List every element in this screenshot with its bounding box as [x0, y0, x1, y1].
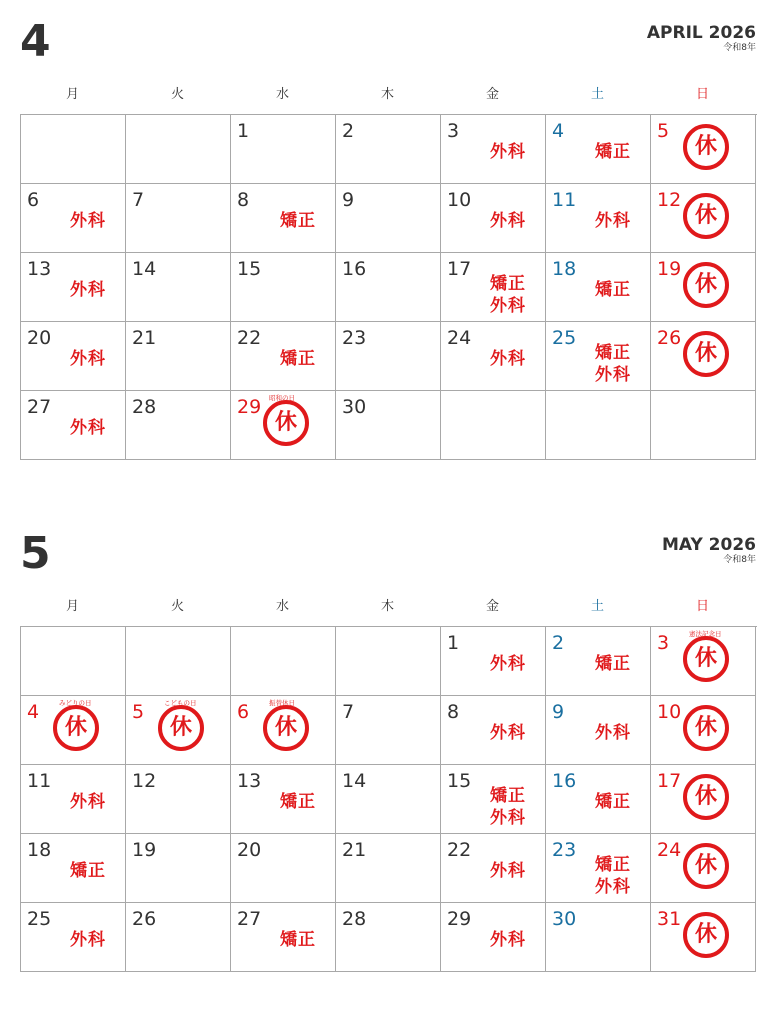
- orthodontics-label: 矯正: [595, 142, 631, 162]
- day-number: 1: [237, 120, 250, 142]
- orthodontics-label: 矯正: [280, 792, 316, 812]
- day-cell: [21, 696, 126, 765]
- day-cell: [231, 253, 336, 322]
- closed-mark: 休: [53, 705, 99, 751]
- surgery-label: 外科: [595, 365, 631, 385]
- surgery-label: 外科: [595, 723, 631, 743]
- surgery-label: 外科: [595, 877, 631, 897]
- clinic-schedule: [471, 722, 545, 744]
- surgery-label: 外科: [490, 296, 526, 316]
- weekday-sun: 日: [695, 599, 709, 614]
- surgery-label: 外科: [70, 349, 106, 369]
- weekday-header: [20, 76, 756, 114]
- day-cell: [336, 184, 441, 253]
- empty-cell: [21, 627, 126, 696]
- surgery-label: 外科: [490, 654, 526, 674]
- closed-mark: 休: [683, 193, 729, 239]
- day-cell: [651, 834, 756, 903]
- day-number: 11: [552, 189, 577, 211]
- day-number: 13: [237, 770, 262, 792]
- day-cell: [231, 765, 336, 834]
- weekday-wed: 水: [275, 599, 289, 614]
- day-cell: [231, 391, 336, 460]
- surgery-label: 外科: [70, 280, 106, 300]
- day-cell: [441, 834, 546, 903]
- day-number: 23: [342, 327, 367, 349]
- clinic-schedule: [471, 653, 545, 675]
- day-cell: [546, 184, 651, 253]
- day-number: 5: [657, 120, 670, 142]
- calendar-grid: [20, 114, 757, 460]
- closed-mark: 休: [683, 705, 729, 751]
- weekday-mon: 月: [65, 87, 79, 102]
- clinic-schedule: [51, 417, 125, 439]
- clinic-schedule: [471, 273, 545, 317]
- closed-mark: 休: [683, 124, 729, 170]
- month-april: [0, 16, 772, 450]
- day-cell: [336, 322, 441, 391]
- day-number: 28: [342, 908, 367, 930]
- surgery-label: 外科: [70, 930, 106, 950]
- day-number: 7: [132, 189, 145, 211]
- clinic-schedule: [51, 210, 125, 232]
- day-number: 4: [27, 701, 40, 723]
- clinic-schedule: [51, 929, 125, 951]
- day-number: 25: [552, 327, 577, 349]
- day-number: 28: [132, 396, 157, 418]
- day-cell: [231, 903, 336, 972]
- day-cell: [126, 253, 231, 322]
- day-number: 6: [237, 701, 250, 723]
- era-label: 令和8年: [723, 555, 756, 565]
- day-cell: [126, 184, 231, 253]
- day-cell: [336, 115, 441, 184]
- month-name: APRIL 2026: [646, 23, 756, 43]
- closed-mark: 休: [683, 636, 729, 682]
- day-cell: [231, 115, 336, 184]
- day-cell: [651, 903, 756, 972]
- weekday-fri: 金: [485, 87, 499, 102]
- day-number: 2: [342, 120, 355, 142]
- clinic-schedule: [576, 279, 650, 301]
- day-cell: [441, 322, 546, 391]
- day-cell: [21, 903, 126, 972]
- clinic-schedule: [471, 785, 545, 829]
- day-cell: [126, 696, 231, 765]
- orthodontics-label: 矯正: [70, 861, 106, 881]
- orthodontics-label: 矯正: [280, 211, 316, 231]
- day-number: 17: [657, 770, 682, 792]
- weekday-tue: 火: [170, 599, 184, 614]
- day-number: 10: [657, 701, 682, 723]
- empty-cell: [126, 627, 231, 696]
- day-number: 22: [237, 327, 262, 349]
- day-number: 12: [657, 189, 682, 211]
- day-cell: [336, 765, 441, 834]
- closed-mark: 休: [263, 705, 309, 751]
- clinic-schedule: [51, 791, 125, 813]
- weekday-mon: 月: [65, 599, 79, 614]
- day-number: 22: [447, 839, 472, 861]
- weekday-thu: 木: [380, 599, 394, 614]
- calendar-grid: [20, 626, 757, 972]
- day-cell: [126, 391, 231, 460]
- day-cell: [651, 696, 756, 765]
- surgery-label: 外科: [595, 211, 631, 231]
- day-number: 16: [552, 770, 577, 792]
- holiday-name: こどもの日: [164, 699, 197, 707]
- surgery-label: 外科: [70, 418, 106, 438]
- weekday-thu: 木: [380, 87, 394, 102]
- closed-mark: 休: [263, 400, 309, 446]
- day-cell: [546, 696, 651, 765]
- day-cell: [21, 765, 126, 834]
- holiday-name: みどりの日: [59, 699, 92, 707]
- day-number: 20: [237, 839, 262, 861]
- surgery-label: 外科: [70, 792, 106, 812]
- day-number: 27: [27, 396, 52, 418]
- day-number: 14: [132, 258, 157, 280]
- day-number: 3: [447, 120, 460, 142]
- month-number: 5: [20, 528, 51, 579]
- day-number: 10: [447, 189, 472, 211]
- day-cell: [231, 696, 336, 765]
- day-cell: [21, 834, 126, 903]
- weekday-sat: 土: [590, 599, 604, 614]
- surgery-label: 外科: [490, 930, 526, 950]
- day-cell: [126, 765, 231, 834]
- day-cell: [126, 834, 231, 903]
- weekday-sat: 土: [590, 87, 604, 102]
- empty-cell: [441, 391, 546, 460]
- orthodontics-label: 矯正: [280, 930, 316, 950]
- day-cell: [336, 253, 441, 322]
- empty-cell: [546, 391, 651, 460]
- month-name: MAY 2026: [662, 535, 756, 555]
- empty-cell: [231, 627, 336, 696]
- day-number: 30: [342, 396, 367, 418]
- day-number: 23: [552, 839, 577, 861]
- day-number: 15: [447, 770, 472, 792]
- surgery-label: 外科: [490, 349, 526, 369]
- day-cell: [441, 627, 546, 696]
- day-cell: [546, 765, 651, 834]
- weekday-wed: 水: [275, 87, 289, 102]
- orthodontics-label: 矯正: [595, 343, 631, 363]
- clinic-schedule: [576, 854, 650, 898]
- day-number: 17: [447, 258, 472, 280]
- day-number: 15: [237, 258, 262, 280]
- day-cell: [651, 765, 756, 834]
- clinic-schedule: [471, 210, 545, 232]
- day-cell: [21, 391, 126, 460]
- day-number: 25: [27, 908, 52, 930]
- surgery-label: 外科: [490, 723, 526, 743]
- day-number: 4: [552, 120, 565, 142]
- weekday-sun: 日: [695, 87, 709, 102]
- clinic-schedule: [51, 279, 125, 301]
- surgery-label: 外科: [490, 211, 526, 231]
- clinic-schedule: [261, 210, 335, 232]
- day-cell: [441, 253, 546, 322]
- weekday-fri: 金: [485, 599, 499, 614]
- day-number: 12: [132, 770, 157, 792]
- day-cell: [231, 834, 336, 903]
- clinic-schedule: [576, 791, 650, 813]
- day-cell: [546, 253, 651, 322]
- clinic-schedule: [471, 929, 545, 951]
- clinic-schedule: [576, 210, 650, 232]
- clinic-schedule: [471, 860, 545, 882]
- day-number: 13: [27, 258, 52, 280]
- day-number: 6: [27, 189, 40, 211]
- empty-cell: [21, 115, 126, 184]
- day-cell: [21, 253, 126, 322]
- clinic-schedule: [576, 653, 650, 675]
- day-cell: [651, 627, 756, 696]
- day-number: 16: [342, 258, 367, 280]
- day-number: 11: [27, 770, 52, 792]
- closed-mark: 休: [683, 262, 729, 308]
- day-cell: [546, 903, 651, 972]
- day-number: 20: [27, 327, 52, 349]
- day-cell: [336, 696, 441, 765]
- day-number: 9: [342, 189, 355, 211]
- day-number: 26: [657, 327, 682, 349]
- surgery-label: 外科: [70, 211, 106, 231]
- clinic-schedule: [261, 791, 335, 813]
- era-label: 令和8年: [723, 43, 756, 53]
- day-number: 8: [447, 701, 460, 723]
- day-cell: [441, 765, 546, 834]
- day-number: 27: [237, 908, 262, 930]
- day-cell: [231, 184, 336, 253]
- month-may: [0, 528, 772, 962]
- surgery-label: 外科: [490, 142, 526, 162]
- day-number: 8: [237, 189, 250, 211]
- day-cell: [441, 184, 546, 253]
- closed-mark: 休: [683, 331, 729, 377]
- clinic-schedule: [471, 141, 545, 163]
- clinic-schedule: [576, 722, 650, 744]
- day-cell: [546, 322, 651, 391]
- clinic-schedule: [471, 348, 545, 370]
- day-number: 1: [447, 632, 460, 654]
- day-cell: [441, 115, 546, 184]
- empty-cell: [126, 115, 231, 184]
- surgery-label: 外科: [490, 861, 526, 881]
- closed-mark: 休: [158, 705, 204, 751]
- day-number: 24: [657, 839, 682, 861]
- clinic-schedule: [51, 860, 125, 882]
- day-number: 18: [27, 839, 52, 861]
- clinic-schedule: [261, 348, 335, 370]
- day-cell: [546, 115, 651, 184]
- day-number: 5: [132, 701, 145, 723]
- day-cell: [441, 903, 546, 972]
- day-number: 21: [342, 839, 367, 861]
- weekday-header: [20, 588, 756, 626]
- day-cell: [546, 834, 651, 903]
- day-number: 21: [132, 327, 157, 349]
- holiday-name: 振替休日: [269, 699, 295, 707]
- day-number: 9: [552, 701, 565, 723]
- day-cell: [21, 322, 126, 391]
- day-number: 30: [552, 908, 577, 930]
- holiday-name: 昭和の日: [269, 394, 295, 402]
- day-cell: [651, 253, 756, 322]
- clinic-schedule: [576, 342, 650, 386]
- day-number: 2: [552, 632, 565, 654]
- empty-cell: [651, 391, 756, 460]
- day-cell: [336, 391, 441, 460]
- day-number: 26: [132, 908, 157, 930]
- day-number: 31: [657, 908, 682, 930]
- day-cell: [126, 322, 231, 391]
- day-number: 14: [342, 770, 367, 792]
- orthodontics-label: 矯正: [595, 654, 631, 674]
- holiday-name: 憲法記念日: [689, 630, 722, 638]
- day-cell: [651, 184, 756, 253]
- day-cell: [336, 834, 441, 903]
- clinic-schedule: [261, 929, 335, 951]
- weekday-tue: 火: [170, 87, 184, 102]
- orthodontics-label: 矯正: [595, 792, 631, 812]
- orthodontics-label: 矯正: [595, 855, 631, 875]
- day-number: 29: [237, 396, 262, 418]
- day-cell: [441, 696, 546, 765]
- orthodontics-label: 矯正: [490, 786, 526, 806]
- closed-mark: 休: [683, 912, 729, 958]
- day-cell: [336, 903, 441, 972]
- day-number: 29: [447, 908, 472, 930]
- closed-mark: 休: [683, 774, 729, 820]
- day-number: 19: [657, 258, 682, 280]
- day-number: 24: [447, 327, 472, 349]
- surgery-label: 外科: [490, 808, 526, 828]
- orthodontics-label: 矯正: [490, 274, 526, 294]
- day-cell: [651, 322, 756, 391]
- day-number: 3: [657, 632, 670, 654]
- month-number: 4: [20, 16, 51, 67]
- clinic-schedule: [576, 141, 650, 163]
- orthodontics-label: 矯正: [595, 280, 631, 300]
- closed-mark: 休: [683, 843, 729, 889]
- orthodontics-label: 矯正: [280, 349, 316, 369]
- clinic-schedule: [51, 348, 125, 370]
- day-cell: [21, 184, 126, 253]
- day-number: 7: [342, 701, 355, 723]
- day-number: 19: [132, 839, 157, 861]
- day-cell: [651, 115, 756, 184]
- day-number: 18: [552, 258, 577, 280]
- day-cell: [546, 627, 651, 696]
- day-cell: [231, 322, 336, 391]
- day-cell: [126, 903, 231, 972]
- empty-cell: [336, 627, 441, 696]
